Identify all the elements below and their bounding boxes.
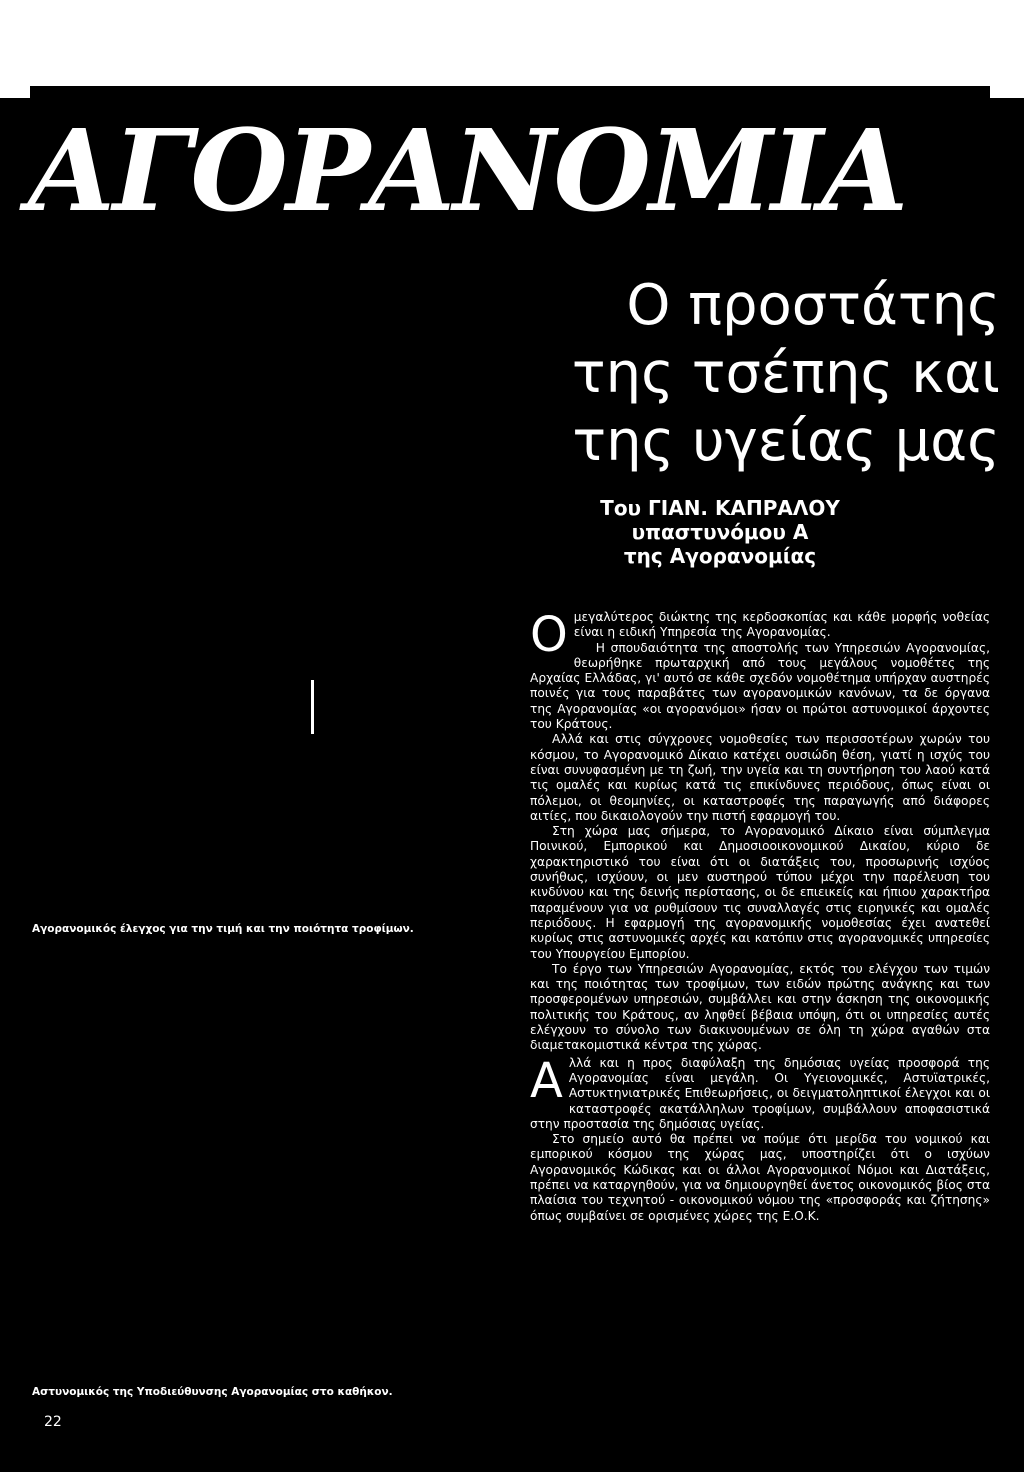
headline-line: Ο προστάτης xyxy=(626,273,1000,338)
photo-divider xyxy=(311,680,314,734)
paragraph xyxy=(530,1052,990,1132)
drop-cap: Ο xyxy=(530,607,568,663)
paragraph-text: λλά και η προς διαφύλαξη της δημόσιας υγείας προσφορά της Αγορανομίας είναι μεγάλη. Οι Υγειονομικές, Αστυϊατρικές, Αστυκτηνιατρικές Επιθεωρήσεις, οι δειγματοληπτικοί έλεγχοι και οι καταστροφές ακατάλληλων τροφίμων, συμβάλλουν αποφασιστικά στην προστασία της δημόσιας υγείας. xyxy=(530,1055,990,1131)
paragraph: Στο σημείο αυτό θα πρέπει να πούμε ότι μερίδα του νομικού και εμπορικού κόσμου της χώρας μας, υποστηρίζει ότι ο ισχύων Αγορανομικός Κώδικας και οι άλλοι Αγορανομικοί Νόμοι και Διατάξεις, πρέπει να καταργηθούν, για να δημιουργηθεί άνετος οικονομικός βίος στα πλαίσια του τεχνητού - οικονομικού νόμου της «προσφοράς και ζήτησης» όπως συμβαίνει σε ορισμένες χώρες της Ε.Ο.Κ. xyxy=(530,1132,990,1223)
paragraph: Η σπουδαιότητα της αποστολής των Υπηρεσιών Αγορανομίας, θεωρήθηκε πρωταρχική από τους μεγάλους νομοθέτες της Αρχαίας Ελλάδας, γι' αυτό σε κάθε σχεδόν νομοθέτημα υπήρχαν αυστηρές ποινές για τους παραβάτες των αγορανομικών κανόνων, τα δε όργανα της Αγορανομίας «οι αγορανόμοι» ήσαν οι πρώτοι αστυνομικοί άρχοντες του Κράτους. xyxy=(530,640,990,732)
byline-rank: υπαστυνόμου Α xyxy=(631,520,809,544)
photo-caption-top: Αγορανομικός έλεγχος για την τιμή και την ποιότητα τροφίμων. xyxy=(32,923,414,935)
drop-cap: Α xyxy=(530,1052,563,1109)
paragraph xyxy=(530,607,990,663)
byline xyxy=(560,496,880,568)
page-number: 22 xyxy=(44,1414,62,1430)
photo-caption-bottom: Αστυνομικός της Υποδιεύθυνσης Αγορανομίας στο καθήκον. xyxy=(32,1386,393,1398)
paragraph: Το έργο των Υπηρεσιών Αγορανομίας, εκτός του ελέγχου των τιμών και της ποιότητας των τροφίμων, των ειδών πρώτης ανάγκης και των προσφερομένων υπηρεσιών, συμβάλλει και στην άσκηση της οικονομικής πολιτικής του Κράτους, αν ληφθεί βέβαια υπόψη, ότι οι υπηρεσίες αυτές ελέγχουν το σύνολο των διακινουμένων σε όλη τη χώρα αγαθών στα διαμετακομιστικά κέντρα της χώρας. xyxy=(530,961,990,1053)
masthead-title: ΑΓΟΡΑΝΟΜΙΑ xyxy=(28,106,907,237)
headline xyxy=(470,272,1000,476)
headline-line: της υγείας μας xyxy=(572,409,1000,474)
byline-unit: της Αγορανομίας xyxy=(623,544,817,568)
paragraph: Στη χώρα μας σήμερα, το Αγορανομικό Δίκαιο είναι σύμπλεγμα Ποινικού, Εμπορικού και Δημοσιοοικονομικού Δικαίου, κύριο δε χαρακτηριστικό του είναι ότι οι διατάξεις του, προσωρινής ισχύος συνήθως, ισχύουν, οι μεν αυστηρού τύπου μέχρι την παρέλευση του κινδύνου και της δεινής περίστασης, οι δε επιεικείς και ήπιου χαρακτήρα παραμένουν για να ρυθμίσουν τις συναλλαγές στις ειρηνικές και ομαλές περιόδους. Η εφαρμογή της αγορανομικής νομοθεσίας έχει ανατεθεί κυρίως στις αστυνομικές αρχές και κατόπιν στις αγορανομικές υπηρεσίες του Υπουργείου Εμπορίου. xyxy=(530,824,990,961)
paragraph-text: μεγαλύτερος διώκτης της κερδοσκοπίας και κάθε μορφής νοθείας είναι η ειδική Υπηρεσία της Αγορανομίας. xyxy=(573,610,990,640)
paragraph: Αλλά και στις σύγχρονες νομοθεσίες των περισσοτέρων χωρών του κόσμου, το Αγορανομικό Δίκαιο κατέχει ουσιώδη θέση, γιατί η ισχύς του είναι συνυφασμένη με τη ζωή, την υγεία και τη συντήρηση του λαού κατά τις ομαλές και κυρίως κατά τις επικίνδυνες περιόδους, όπως είναι οι πόλεμοι, οι θεομηνίες, οι καταστροφές της παραγωγής από διάφορες αιτίες, που δικαιολογούν την πιστή εφαρμογή του. xyxy=(530,732,990,823)
article-body xyxy=(530,607,990,1224)
top-rule xyxy=(30,86,990,98)
headline-line: της τσέπης και xyxy=(571,341,1000,406)
byline-author: Του ΓΙΑΝ. ΚΑΠΡΑΛΟΥ xyxy=(600,496,840,520)
